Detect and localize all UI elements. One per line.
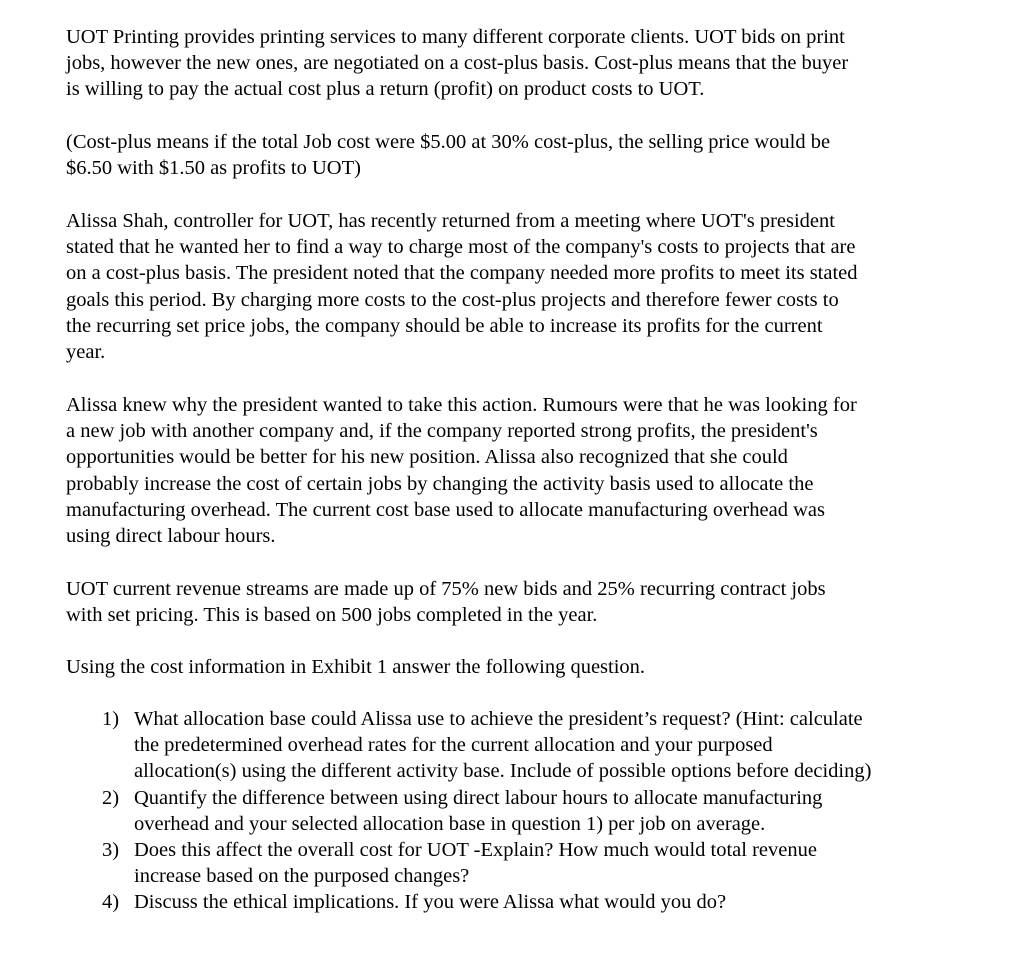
questions-list <box>102 706 871 916</box>
question-item <box>102 785 871 837</box>
question-line: Discuss the ethical implications. If you were Alissa what would you do? <box>134 891 727 914</box>
question-line: Does this affect the overall cost for UOT -Explain? How much would total revenue <box>134 839 817 862</box>
text-line: with set pricing. This is based on 500 jobs completed in the year. <box>66 604 598 627</box>
text-line: Alissa Shah, controller for UOT, has recently returned from a meeting where UOT's president <box>66 210 835 232</box>
text-line: UOT current revenue streams are made up of 75% new bids and 25% recurring contract jobs <box>66 578 826 600</box>
text-line: probably increase the cost of certain jobs by changing the activity basis used to allocate the <box>66 472 814 495</box>
text-line: $6.50 with $1.50 as profits to UOT) <box>66 157 361 180</box>
text-line: is willing to pay the actual cost plus a return (profit) on product costs to UOT. <box>66 78 705 101</box>
text-line: using direct labour hours. <box>66 525 276 548</box>
intro-paragraph <box>66 24 848 103</box>
question-line: What allocation base could Alissa use to achieve the president’s request? (Hint: calculate <box>134 708 863 730</box>
question-item <box>102 706 871 785</box>
cost-plus-example-paragraph <box>66 129 830 181</box>
text-line: Alissa knew why the president wanted to take this action. Rumours were that he was looking for <box>66 394 857 416</box>
motivation-paragraph <box>66 392 857 549</box>
question-item <box>102 889 871 915</box>
text-line: (Cost-plus means if the total Job cost were $5.00 at 30% cost-plus, the selling price would be <box>66 131 831 153</box>
text-line: year. <box>66 341 106 364</box>
text-line: the recurring set price jobs, the company should be able to increase its profits for the current <box>66 314 823 337</box>
question-number: 1) <box>102 708 120 730</box>
text-line: opportunities would be better for his new position. Alissa also recognized that she could <box>66 446 788 469</box>
text-line: on a cost-plus basis. The president noted that the company needed more profits to meet its stated <box>66 262 858 285</box>
text-line: UOT Printing provides printing services to many different corporate clients. UOT bids on print <box>66 26 845 48</box>
president-request-paragraph <box>66 208 858 365</box>
text-line: manufacturing overhead. The current cost base used to allocate manufacturing overhead was <box>66 498 825 521</box>
revenue-streams-paragraph <box>66 576 826 628</box>
question-number: 3) <box>102 839 120 862</box>
question-line: allocation(s) using the different activity base. Include of possible options before deciding) <box>134 760 872 783</box>
question-number: 4) <box>102 891 120 914</box>
text-line: Using the cost information in Exhibit 1 answer the following question. <box>66 656 646 678</box>
question-line: the predetermined overhead rates for the current allocation and your purposed <box>134 734 773 757</box>
instructions-paragraph <box>66 654 645 680</box>
question-line: Quantify the difference between using direct labour hours to allocate manufacturing <box>134 786 823 809</box>
text-line: a new job with another company and, if the company reported strong profits, the president's <box>66 420 818 443</box>
text-line: jobs, however the new ones, are negotiated on a cost-plus basis. Cost-plus means that the buyer <box>66 52 849 75</box>
question-item <box>102 837 871 889</box>
text-line: stated that he wanted her to find a way to charge most of the company's costs to projects that are <box>66 236 856 259</box>
question-number: 2) <box>102 786 120 809</box>
question-line: increase based on the purposed changes? <box>134 865 470 888</box>
text-line: goals this period. By charging more costs to the cost-plus projects and therefore fewer costs to <box>66 288 839 311</box>
question-line: overhead and your selected allocation base in question 1) per job on average. <box>134 812 766 835</box>
